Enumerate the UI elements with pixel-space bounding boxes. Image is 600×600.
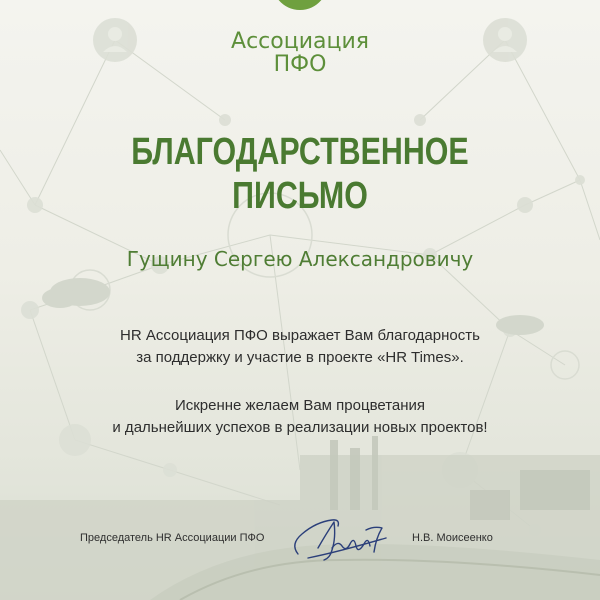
organization-name-line1: Ассоциация: [231, 29, 369, 54]
signatory-role: Председатель HR Ассоциации ПФО: [80, 532, 265, 544]
wishes-text-line2: и дальнейших успехов в реализации новых проектов!: [112, 419, 488, 436]
handwritten-signature: [288, 508, 398, 568]
wishes-text-line1: Искренне желаем Вам процветания: [174, 397, 426, 414]
association-logo-icon: [262, 0, 338, 14]
organization-name-line2: ПФО: [273, 52, 327, 77]
signatory-name: Н.В. Моисеенко: [412, 532, 493, 544]
document-title: БЛАГОДАРСТВЕННОЕ ПИСЬМО: [131, 131, 469, 217]
gratitude-text-line1: HR Ассоциация ПФО выражает Вам благодарность: [120, 327, 480, 344]
recipient-name: Гущину Сергею Александровичу: [126, 247, 474, 271]
gratitude-text-line2: за поддержку и участие в проекте «HR Times».: [136, 349, 464, 366]
